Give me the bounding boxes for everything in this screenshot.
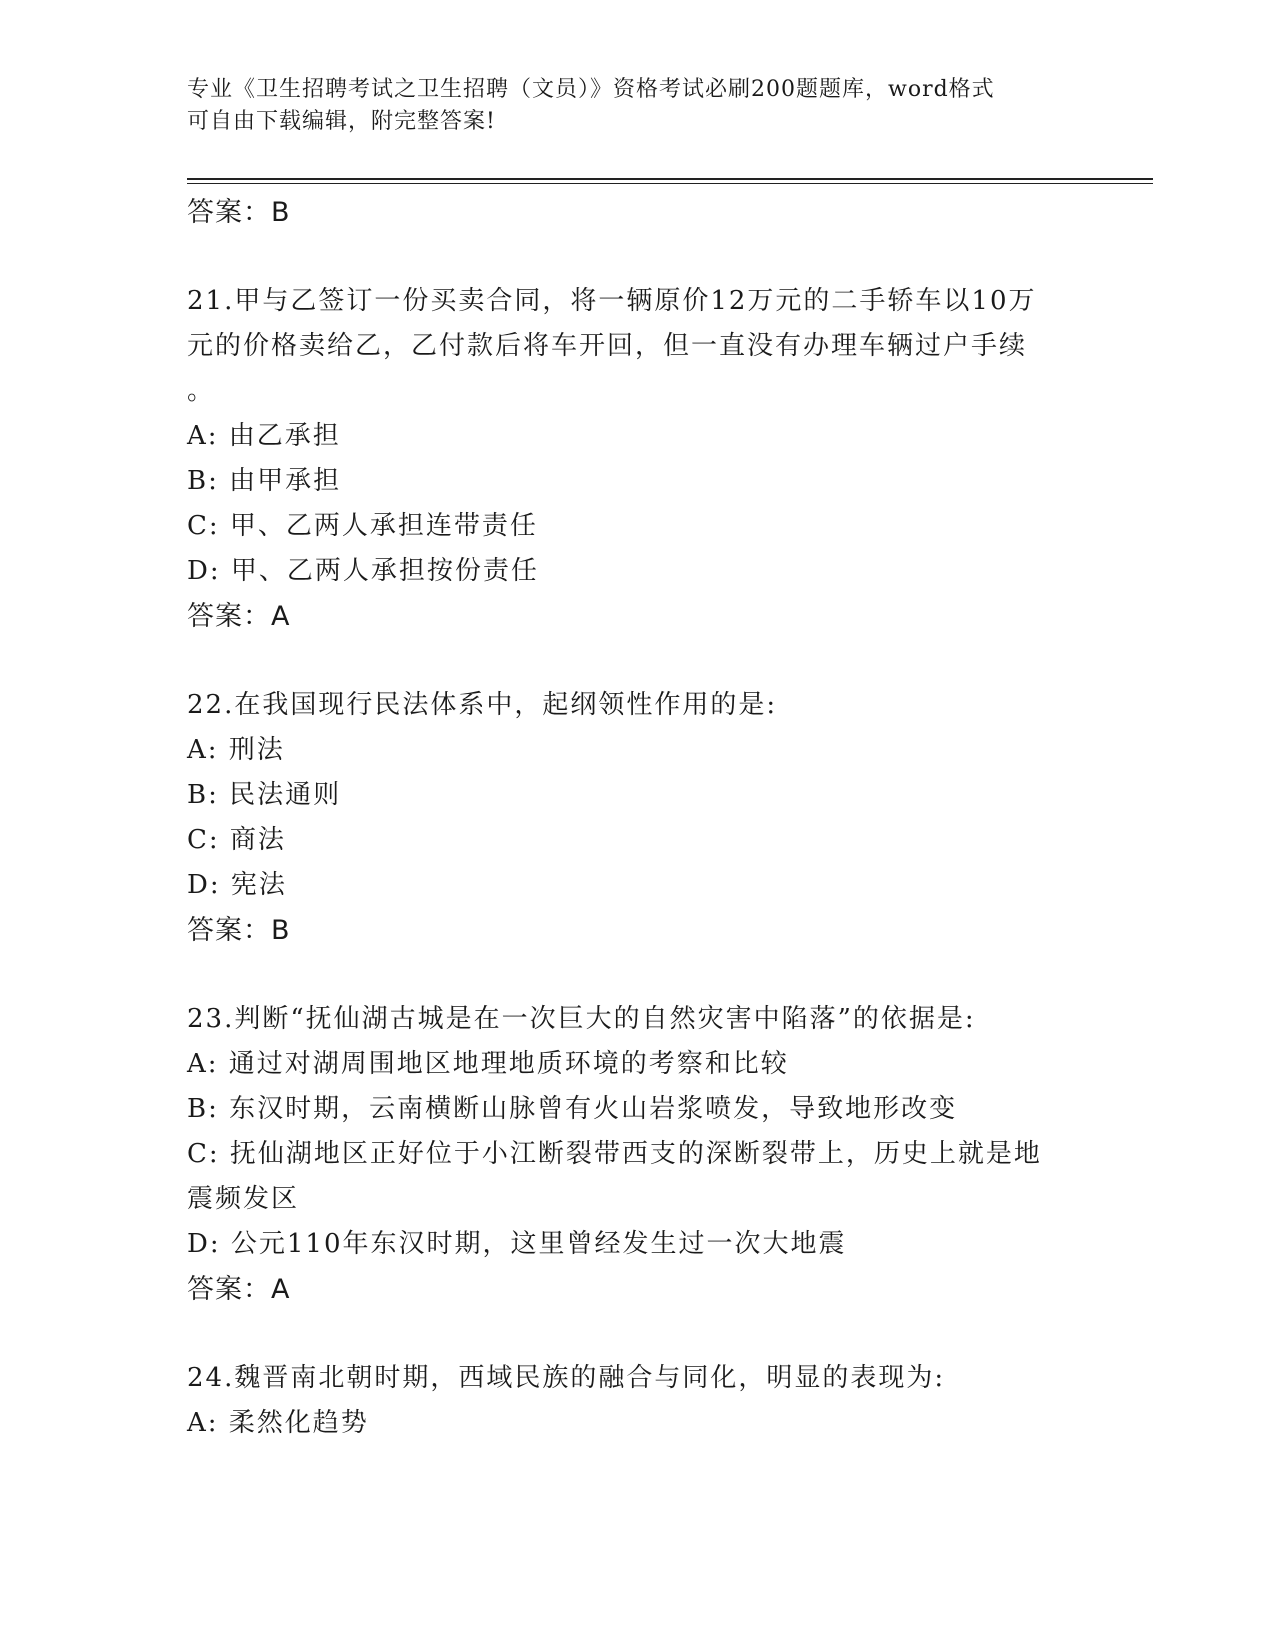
option-c: C: 商法 <box>187 825 286 855</box>
option-a: A: 柔然化趋势 <box>187 1408 369 1438</box>
header-line-1: 专业《卫生招聘考试之卫生招聘（文员）》资格考试必刷200题题库，word格式 <box>187 77 995 102</box>
question-text: 23.判断“抚仙湖古城是在一次巨大的自然灾害中陷落”的依据是: <box>187 1004 976 1034</box>
option-a: A: 刑法 <box>187 735 285 765</box>
option-b: B: 东汉时期，云南横断山脉曾有火山岩浆喷发，导致地形改变 <box>187 1094 958 1124</box>
option-c-continued: 震频发区 <box>187 1184 300 1214</box>
answer-line: 答案：B <box>187 915 291 946</box>
question-23 <box>187 997 1087 1312</box>
question-22 <box>187 683 1087 953</box>
option-b: B: 民法通则 <box>187 780 342 810</box>
header-rule-thin <box>187 183 1153 184</box>
header-line-2: 可自由下载编辑，附完整答案! <box>187 109 496 134</box>
answer-line: 答案：B <box>187 197 291 228</box>
document-header <box>187 74 1067 138</box>
option-c: C: 甲、乙两人承担连带责任 <box>187 511 538 541</box>
answer-line: 答案：A <box>187 601 291 632</box>
question-21 <box>187 279 1087 639</box>
question-text: 21.甲与乙签订一份买卖合同，将一辆原价12万元的二手轿车以10万 <box>187 286 1037 316</box>
question-24 <box>187 1356 1087 1446</box>
option-a: A: 通过对湖周围地区地理地质环境的考察和比较 <box>187 1049 789 1079</box>
option-b: B: 由甲承担 <box>187 466 342 496</box>
header-rule <box>187 178 1153 180</box>
question-list <box>187 190 1087 1446</box>
option-d: D: 甲、乙两人承担按份责任 <box>187 556 539 586</box>
question-text: 元的价格卖给乙，乙付款后将车开回，但一直没有办理车辆过户手续 <box>187 331 1028 361</box>
question-text: 24.魏晋南北朝时期，西域民族的融合与同化，明显的表现为: <box>187 1363 946 1393</box>
option-d: D: 宪法 <box>187 870 287 900</box>
question-text: 。 <box>187 376 216 406</box>
question-text: 22.在我国现行民法体系中，起纲领性作用的是: <box>187 690 778 720</box>
answer-line: 答案：A <box>187 1274 291 1305</box>
option-a: A: 由乙承担 <box>187 421 341 451</box>
option-c: C: 抚仙湖地区正好位于小江断裂带西支的深断裂带上，历史上就是地 <box>187 1139 1042 1169</box>
option-d: D: 公元110年东汉时期，这里曾经发生过一次大地震 <box>187 1229 847 1259</box>
